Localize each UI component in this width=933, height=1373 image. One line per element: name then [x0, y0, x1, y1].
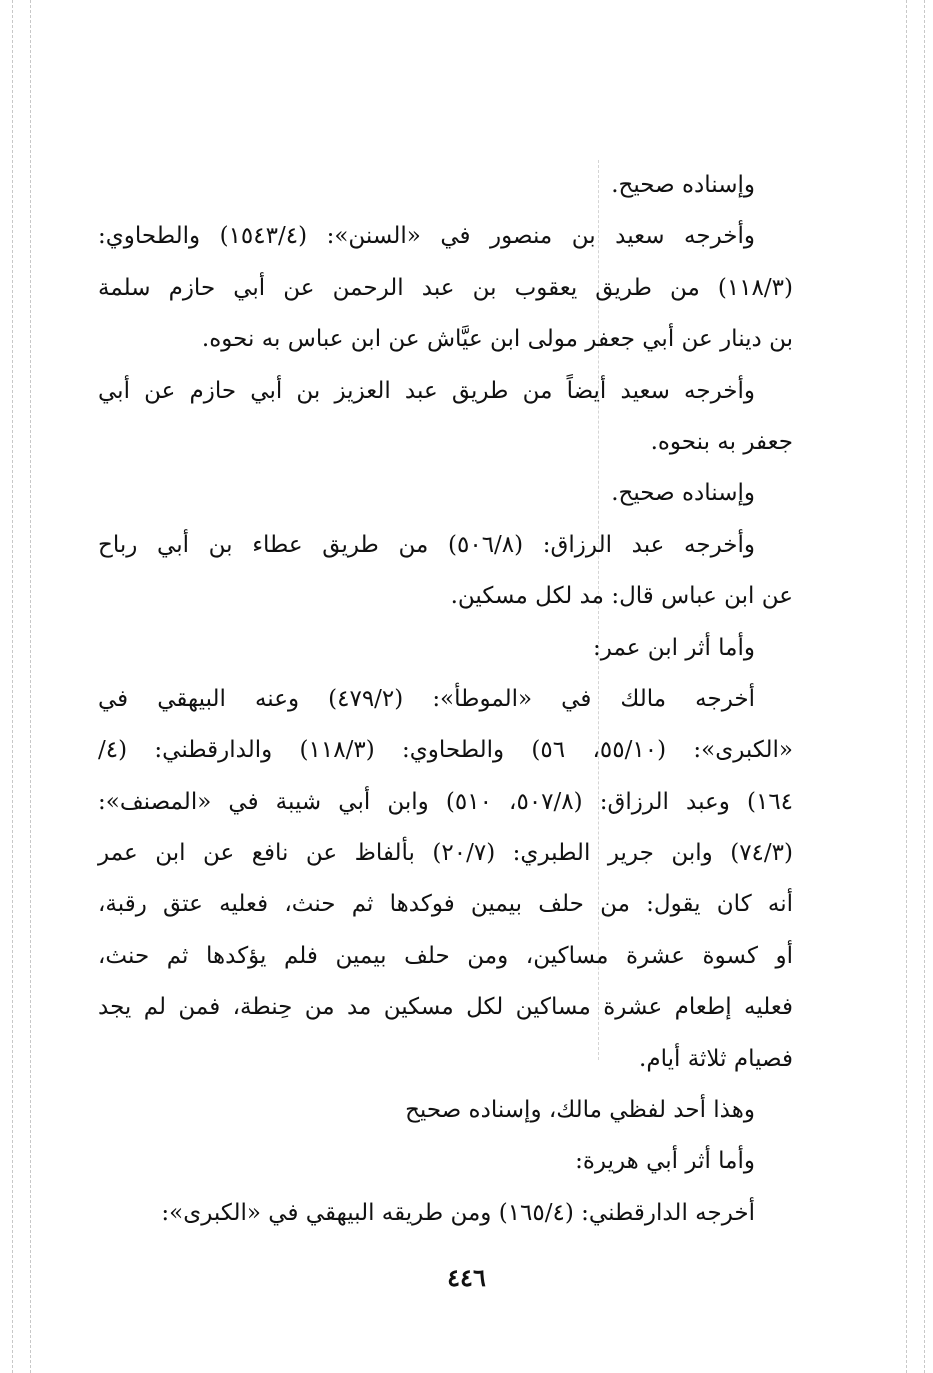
text-line: وأخرجه عبد الرزاق: (٥٠٦/٨) من طريق عطاء بن أبي رباح: [98, 531, 755, 558]
page-number: ٤٤٦: [447, 1263, 486, 1292]
page-body: [98, 160, 793, 1239]
text-line: وأخرجه سعيد بن منصور في «السنن»: (١٥٤٣/٤) والطحاوي:: [98, 223, 756, 250]
text-line: فعليه إطعام عشرة مساكين لكل مسكين مد من حِنطة، فمن لم يجد: [98, 994, 793, 1021]
text-line: وإسناده صحيح.: [611, 172, 755, 198]
text-line: فصيام ثلاثة أيام.: [639, 1045, 793, 1072]
text-line: أو كسوة عشرة مساكين، ومن حلف بيمين فلم يؤكدها ثم حنث،: [98, 942, 793, 969]
text-line: جعفر به بنحوه.: [650, 428, 793, 455]
text-line: وأما أثر ابن عمر:: [593, 634, 755, 661]
text-line: وهذا أحد لفظي مالك، وإسناده صحيح: [405, 1097, 755, 1124]
text-line: وإسناده صحيح.: [611, 480, 755, 507]
text-line: بن دينار عن أبي جعفر مولى ابن عيَّاش عن ابن عباس به نحوه.: [201, 326, 793, 353]
scan-border-line: [924, 0, 925, 1373]
text-line: (٧٤/٣) وابن جرير الطبري: (٢٠/٧) بألفاظ عن نافع عن ابن عمر: [98, 840, 793, 867]
scan-border-line: [12, 0, 13, 1373]
text-line: «الكبرى»: (٥٥/١٠، ٥٦) والطحاوي: (١١٨/٣) والدارقطني: (٤/: [98, 737, 793, 764]
text-line: أنه كان يقول: من حلف بيمين فوكدها ثم حنث، فعليه عتق رقبة،: [98, 891, 793, 918]
text-line: أخرجه الدارقطني: (١٦٥/٤) ومن طريقه البيهقي في «الكبرى»:: [161, 1199, 755, 1226]
text-line: وأخرجه سعيد أيضاً من طريق عبد العزيز بن أبي حازم عن أبي: [98, 377, 755, 404]
scan-border-line: [30, 0, 31, 1373]
text-line: عن ابن عباس قال: مد لكل مسكين.: [450, 583, 793, 610]
scan-border-line: [906, 0, 907, 1373]
text-line: وأما أثر أبي هريرة:: [575, 1148, 755, 1175]
text-line: (١١٨/٣) من طريق يعقوب بن عبد الرحمن عن أبي حازم سلمة: [98, 274, 793, 301]
text-line: أخرجه مالك في «الموطأ»: (٤٧٩/٢) وعنه البيهقي في: [98, 685, 756, 712]
text-line: ١٦٤) وعبد الرزاق: (٥٠٧/٨، ٥١٠) وابن أبي شيبة في «المصنف»:: [98, 788, 794, 815]
